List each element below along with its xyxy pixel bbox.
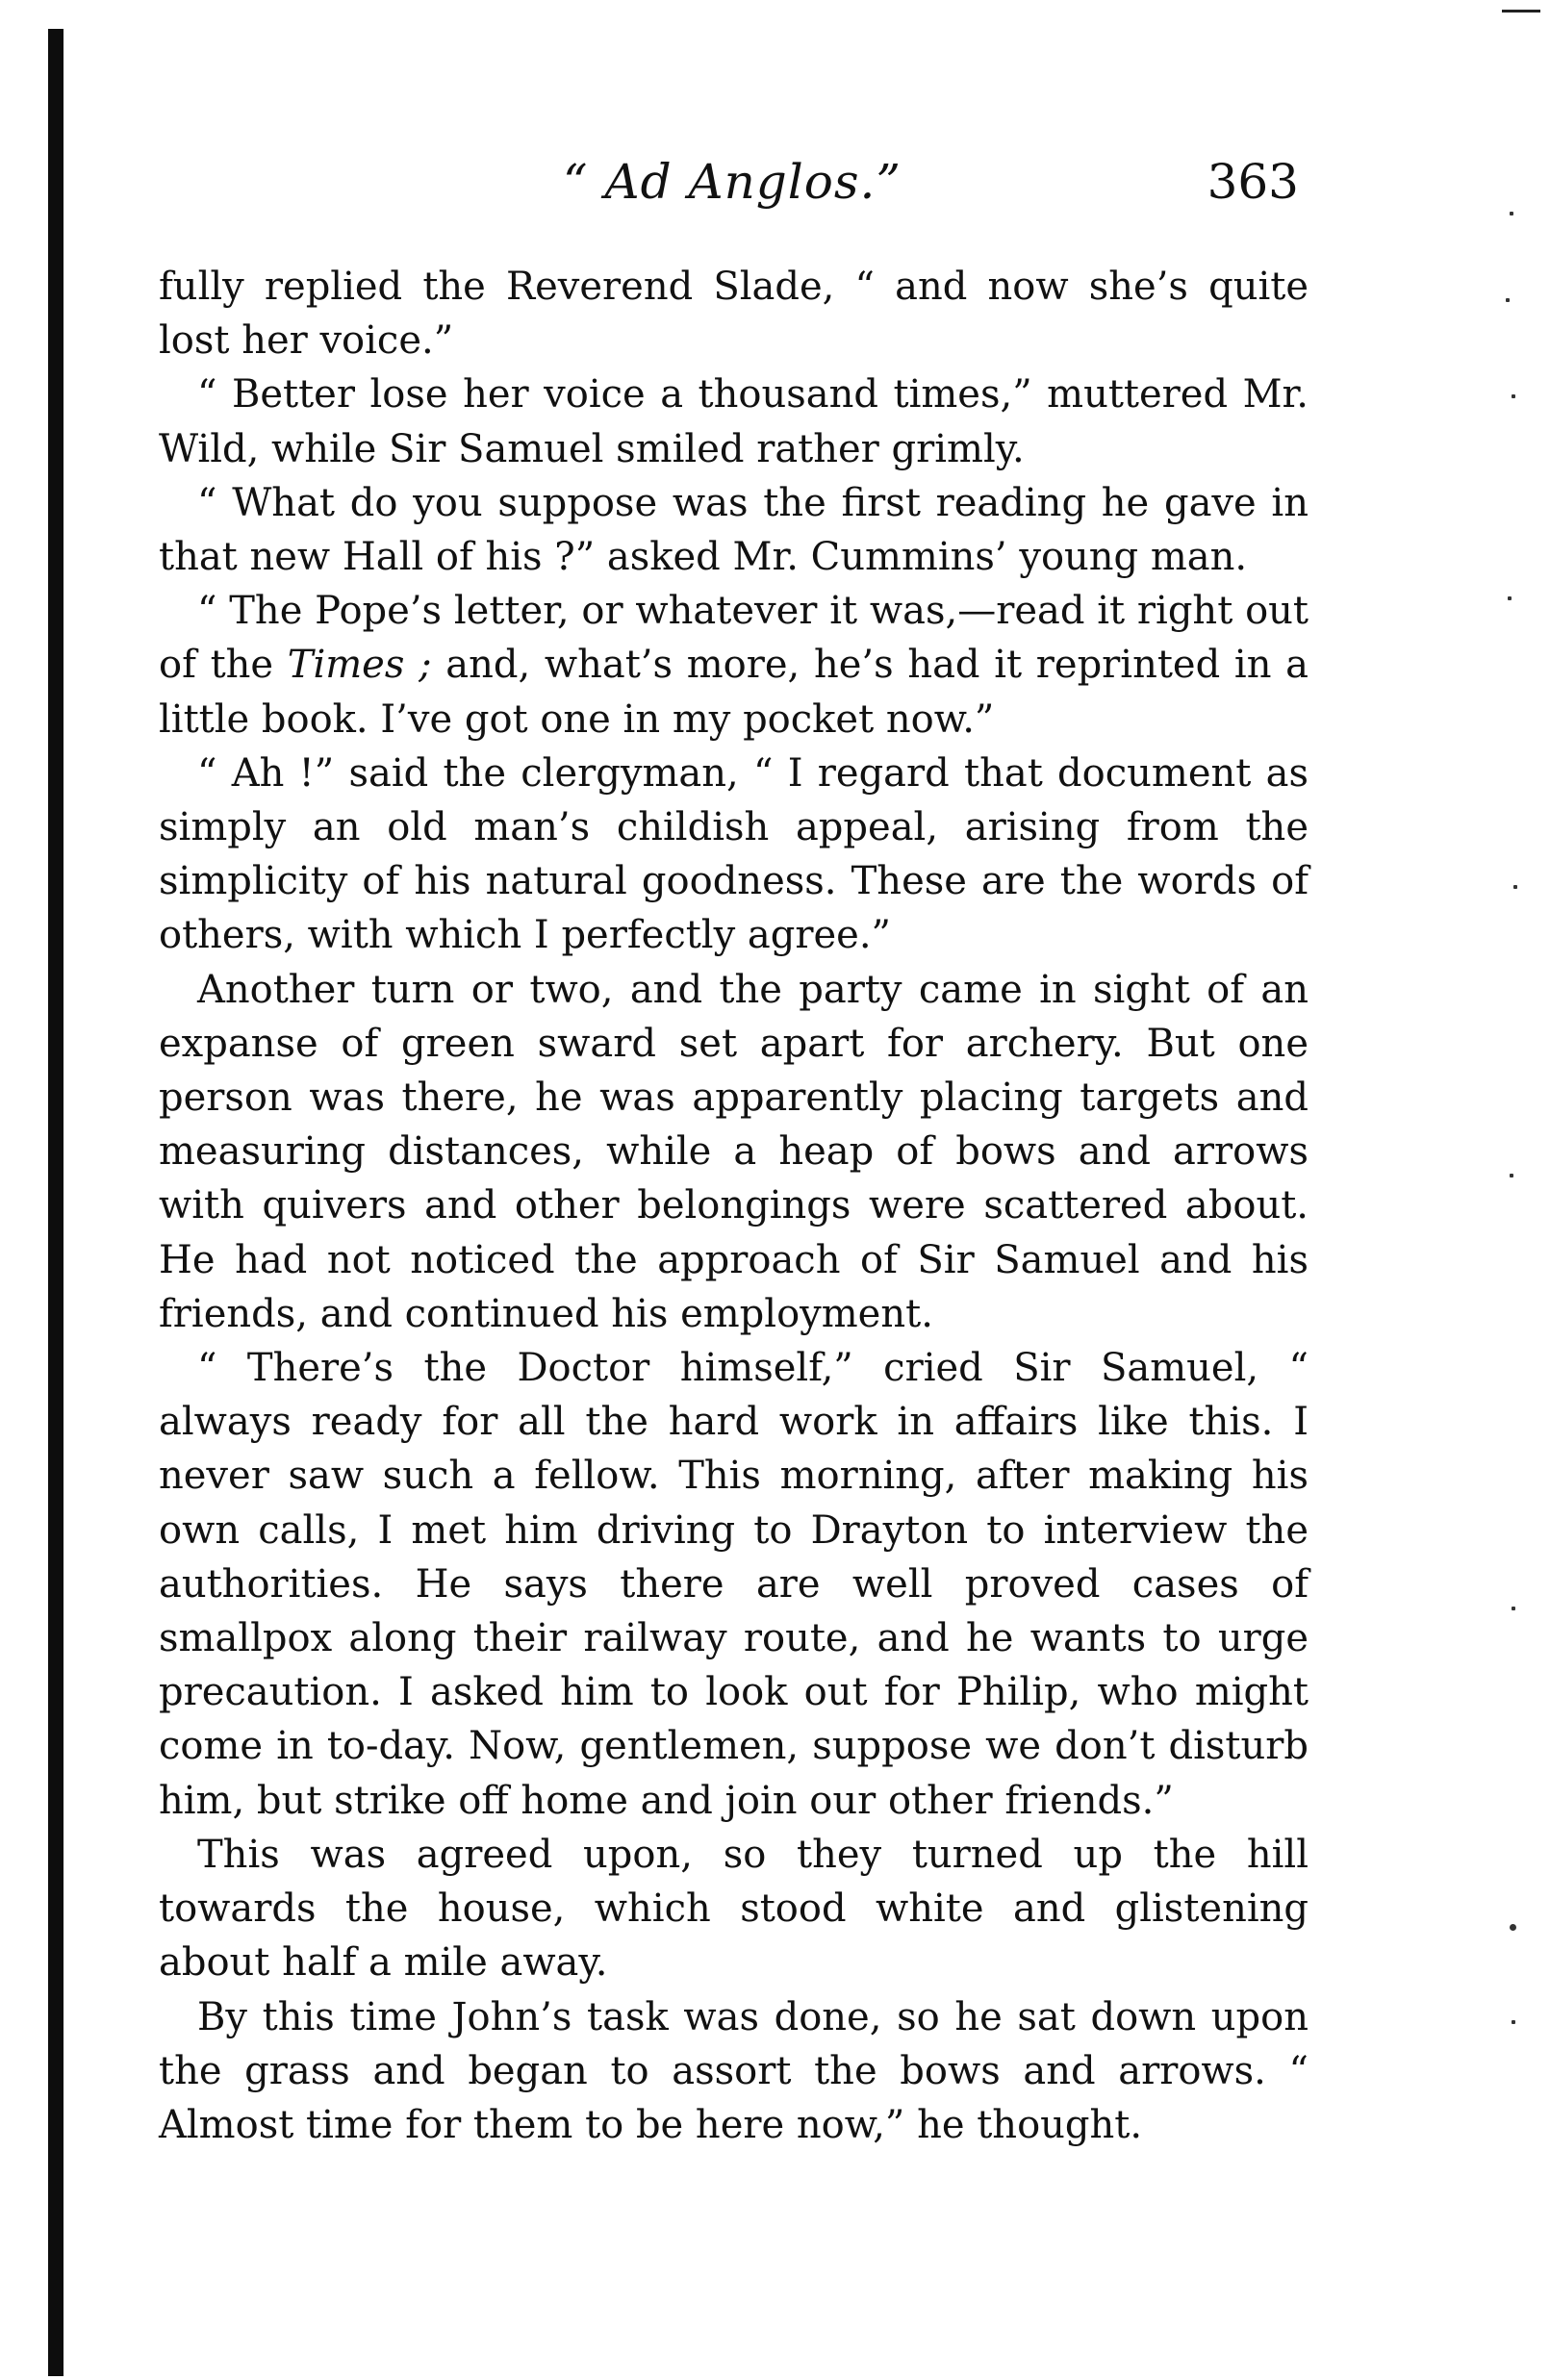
margin-specks (1492, 212, 1521, 2136)
paragraph-4-after: and, what’s more, he’s had it reprinted in a little book. I’ve got one in my pocket now.” (159, 643, 1309, 742)
page-number: 363 (1207, 154, 1299, 210)
paragraph-8: This was agreed upon, so they turned up the hill towards the house, which stood white and glistening about half a mile away. (159, 1832, 1309, 1986)
times-title-italic: Times ; (287, 643, 432, 688)
paragraph-2: “ Better lose her voice a thousand times,” muttered Mr. Wild, while Sir Samuel smiled rather grimly. (159, 372, 1309, 471)
paragraph-4-before: “ The Pope’s letter, or whatever it was,—read it right out of the (159, 589, 1309, 688)
paragraph-6: Another turn or two, and the party came in sight of an expanse of green sward set apart for archery. But one person was there, he was apparently placing targets and measuring distances, while a heap of bows and arrows with quivers and other belongings were scattered about. He had not noticed the approach of Sir Samuel and his friends, and continued his employment. (159, 967, 1309, 1336)
scan-mark (1502, 10, 1540, 13)
paragraph-5: “ Ah !” said the clergyman, “ I regard that document as simply an old man’s childish appeal, arising from the simplicity of his natural goodness. These are the words of others, with which I perfectly agree.” (159, 750, 1309, 958)
running-title: “ Ad Anglos.” (563, 154, 902, 210)
running-head (159, 154, 1309, 241)
paragraph-4 (159, 584, 1309, 747)
paragraph-9: By this time John’s task was done, so he sat down upon the grass and began to assort the bows and arrows. “ Almost time for them to be here now,” he thought. (159, 1994, 1309, 2147)
book-page (159, 154, 1309, 2152)
binding-edge (48, 29, 64, 2376)
body-text (159, 260, 1309, 2152)
paragraph-3: “ What do you suppose was the first reading he gave in that new Hall of his ?” asked Mr. Cummins’ young man. (159, 480, 1309, 580)
paragraph-1: fully replied the Reverend Slade, “ and now she’s quite lost her voice.” (159, 265, 1309, 364)
paragraph-7: “ There’s the Doctor himself,” cried Sir Samuel, “ always ready for all the hard work in affairs like this. I never saw such a fellow. This morning, after making his own calls, I met him driving to Drayton to interview the authorities. He says there are well proved cases of smallpox along their railway route, and he wants to urge precaution. I asked him to look out for Philip, who might come in to-day. Now, gentlemen, suppose we don’t disturb him, but strike off home and join our other friends.” (159, 1346, 1309, 1823)
